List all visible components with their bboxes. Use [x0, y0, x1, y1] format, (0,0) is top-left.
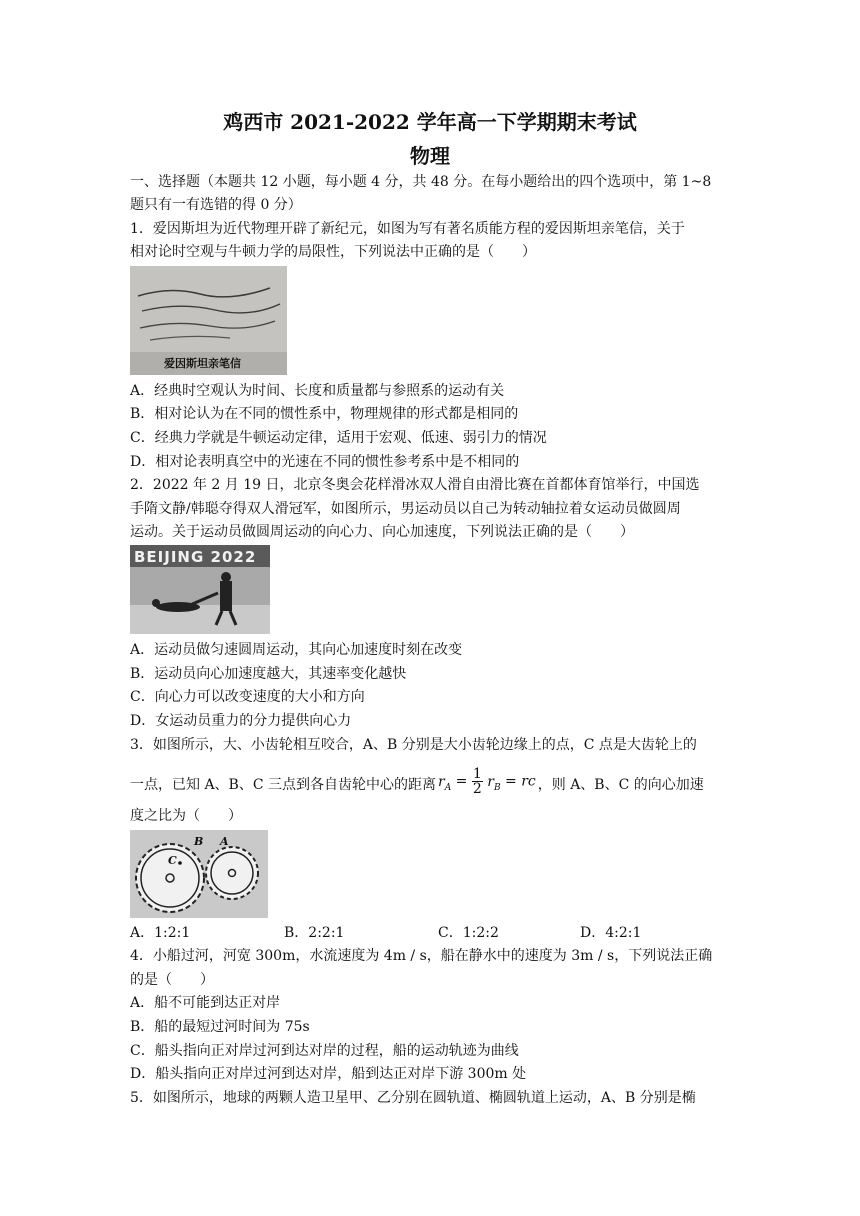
q5-stem-line1: 5．如图所示，地球的两颗人造卫星甲、乙分别在圆轨道、椭圆轨道上运动，A、B 分别是椭 [130, 1090, 696, 1106]
gear-label-a: A [220, 835, 229, 848]
gear-label-c: C [168, 854, 177, 867]
gear-label-b: B [194, 835, 204, 848]
q2-stem-line3: 运动。关于运动员做圆周运动的向心力、向心加速度，下列说法正确的是（ ） [130, 524, 634, 540]
q4-stem-line2: 的是（ ） [130, 972, 214, 988]
q3-option-c: C．1:2:2 [438, 925, 499, 941]
q4-stem-line1: 4．小船过河，河宽 300m，水流速度为 4m / s，船在静水中的速度为 3m / s，下列说法正确 [130, 948, 713, 964]
einstein-letter-image [130, 266, 287, 375]
q3-option-d: D．4:2:1 [580, 925, 642, 941]
q3-stem-line2 [130, 766, 740, 801]
q1-option-d: D．相对论表明真空中的光速在不同的惯性参考系中是不相同的 [130, 454, 520, 470]
einstein-letter-caption: 爱因斯坦亲笔信 [164, 357, 241, 370]
q1-option-b: B．相对论认为在不同的惯性系中，物理规律的形式都是相同的 [130, 406, 519, 422]
q4-option-a: A．船不可能到达正对岸 [130, 995, 281, 1011]
q3-stem-line1: 3．如图所示，大、小齿轮相互咬合，A、B 分别是大小齿轮边缘上的点，C 点是大齿轮上的 [130, 737, 697, 753]
q2-stem-line1: 2．2022 年 2 月 19 日，北京冬奥会花样滑冰双人滑自由滑比赛在首都体育馆举行，中国选 [130, 477, 700, 493]
q2-option-a: A．运动员做匀速圆周运动，其向心加速度时刻在改变 [130, 642, 463, 658]
exam-title: 鸡西市 2021-2022 学年高一下学期期末考试 [223, 110, 637, 134]
q4-option-b: B．船的最短过河时间为 75s [130, 1019, 310, 1035]
q3-stem-line2-pre: 一点，已知 A、B、C 三点到各自齿轮中心的距离 [130, 777, 437, 794]
q2-option-b: B．运动员向心加速度越大，其速率变化越快 [130, 666, 407, 682]
q2-option-d: D．女运动员重力的分力提供向心力 [130, 713, 352, 729]
q1-option-a: A．经典时空观认为时间、长度和质量都与参照系的运动有关 [130, 383, 505, 399]
q1-stem-line2: 相对论时空观与牛顿力学的局限性，下列说法中正确的是（ ） [130, 244, 536, 260]
radius-formula: $r_A$ = $\frac{1}{2}$ $r_B$ = rc [438, 766, 536, 797]
q3-option-b: B．2:2:1 [284, 925, 345, 941]
q4-option-c: C．船头指向正对岸过河到达对岸的过程，船的运动轨迹为曲线 [130, 1043, 519, 1059]
q1-stem-line1: 1．爱因斯坦为近代物理开辟了新纪元，如图为写有著名质能方程的爱因斯坦亲笔信，关于 [130, 221, 685, 237]
figure-skating-caption: BEIJING 2022 [134, 548, 257, 566]
q1-option-c: C．经典力学就是牛顿运动定律，适用于宏观、低速、弱引力的情况 [130, 430, 547, 446]
figure-skating-image [130, 545, 270, 634]
gears-image [130, 830, 268, 918]
q2-stem-line2: 手隋文静/韩聪夺得双人滑冠军，如图所示，男运动员以自己为转动轴拉着女运动员做圆周 [130, 501, 681, 517]
q3-stem-line2-post: ，则 A、B、C 的向心加速 [537, 777, 704, 794]
q4-option-d: D．船头指向正对岸过河到达对岸，船到达正对岸下游 300m 处 [130, 1066, 527, 1082]
subject-title: 物理 [410, 144, 450, 168]
q3-stem-line3: 度之比为（ ） [130, 808, 242, 824]
section-heading-line1: 一、选择题（本题共 12 小题，每小题 4 分，共 48 分。在每小题给出的四个选项中，第 1~8 [130, 174, 712, 190]
q2-option-c: C．向心力可以改变速度的大小和方向 [130, 689, 365, 705]
q3-option-a: A．1:2:1 [130, 925, 191, 941]
section-heading-line2: 题只有一有选错的得 0 分） [130, 197, 302, 213]
